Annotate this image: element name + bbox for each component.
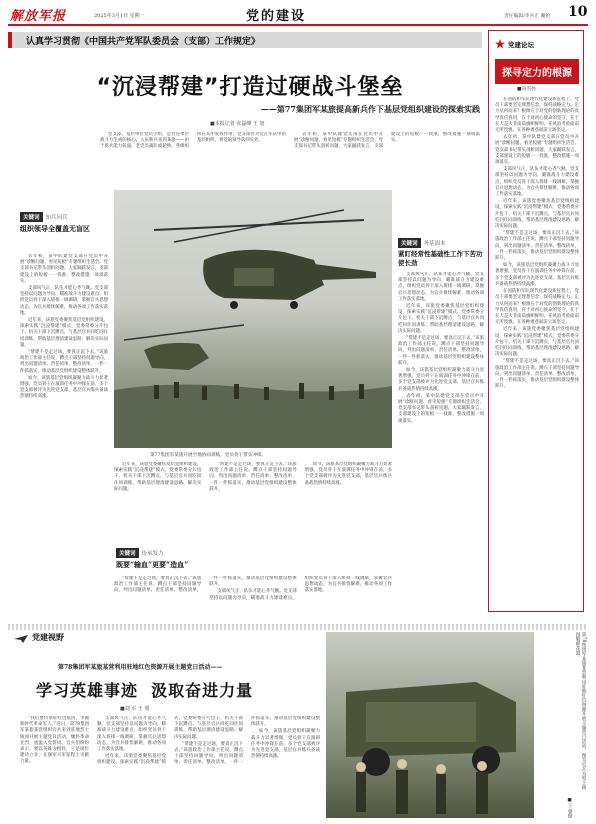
top-banner xyxy=(8,32,482,48)
keyword-label: 传承发力 xyxy=(141,551,164,557)
section-title-1: 组织领导全覆盖无盲区 xyxy=(20,224,90,233)
keyword-label: 务基固本 xyxy=(423,241,446,247)
sidebar-author: ■向雪亮 xyxy=(517,87,536,92)
section-label-1 xyxy=(20,212,68,222)
bottom-photo-caption xyxy=(540,632,586,818)
section-title-2: 紧盯经常性基础性工作下苦功使长劲 xyxy=(398,250,483,267)
masthead-logo: 解放军报 xyxy=(10,9,67,24)
sidebar-box xyxy=(488,30,584,612)
section-divider xyxy=(8,624,588,630)
keyword-tag: 关键词 xyxy=(20,212,43,222)
right-column-text: 支部风气正，队伍才能心齐气顺。党支部坚持以问题为导向，瞄准战斗力建设难点，组织党员骨干深入班排一线调研，掌握官兵思想动态，为官兵排忧解难，推动各项工作落实落地。 近年来，该旅党委聚焦基层党组织建设，探索实践“沉浸帮建”模式，党委常委分片包干、机关干部下沉蹲点，与基层官兵同吃同住同训练，帮助基层理清建设思路、解决实际问题。 “帮建不是走过场，要真正沉下去。”该旅政治工作部主任说。蹲点干部坚持问题导向，列出问题清单、责任清单、整改清单，一件一件抓落实，推动基层党组织建设整体跃升。 如今，该旅基层党组织凝聚力战斗力显著增强，党员骨干在演训任务中冲锋在前，多个党支部被评为先进党支部，基层官兵练兵备战热情持续高涨。 去年初，某中队建党支部在党员中开展“诊断问题、看见短板”专题组织生活会。党支部书记带头剖析问题，大家踊跃发言，支部建设上的短板一一找准，整改措施一项项落实。 xyxy=(398,272,484,424)
middle-column-text: 近年来，该旅党委聚焦基层党组织建设，探索实践“沉浸帮建”模式，党委常委分片包干、机关干部下沉蹲点，与基层官兵同吃同住同训练，帮助基层理清建设思路、解决实际问题。 “帮建不是走过场，要真正沉下去。”该旅政治工作部主任说。蹲点干部坚持问题导向，列出问题清单、责任清单、整改清单，一件一件抓落实，推动基层党组织建设整体跃升。 如今，该旅基层党组织凝聚力战斗力显著增强，党员骨干在演训任务中冲锋在前，多个党支部被评为先进党支部，基层官兵练兵备战热情持续高涨。 xyxy=(114,462,392,492)
keyword-label: 知兵问兵 xyxy=(45,215,68,221)
helicopter-illustration xyxy=(114,190,392,448)
bottom-subhead: 第78集团军某旅某营利用驻地红色资源开展主题党日活动—— xyxy=(58,664,223,671)
photo-credit: ■王 睿摄 xyxy=(567,797,572,818)
lower-middle-text: “帮建不是走过场，要真正沉下去。”该旅政治工作部主任说。蹲点干部坚持问题导向，列出问题清单、责任清单、整改清单，一件一件抓落实，推动基层党组织建设整体跃升。 支部风气正，队伍才能心齐气顺。党支部坚持以问题为导向，瞄准战斗力建设难点，组织党员骨干深入班排一线调研，掌握官兵思想动态，为官兵排忧解难，推动各项工作落实落地。 xyxy=(114,576,392,601)
photo-caption-text: 第78集团军某旅某营利用驻地红色资源开展主题党日活动。图为官兵为烈士陵园敬献花篮。 xyxy=(575,632,586,790)
keyword-tag: 关键词 xyxy=(116,548,139,558)
bottom-section-title: 党建视野 xyxy=(32,632,64,642)
helicopter-photo xyxy=(114,190,392,448)
vehicle-photo xyxy=(326,632,534,818)
bottom-text: “我们要传承好红色基因，争做新时代革命军人。”近日，第78集团军某旅某营组织官兵来到驻地烈士陵园开展主题党日活动，缅怀革命先烈，重温入党誓词。官兵们纷纷表示，要以英雄为榜样，立足岗位建功立业，在强军兴军征程上贡献力量。 支部风气正，队伍才能心齐气顺。党支部坚持以问题为导向，瞄准战斗力建设难点，组织党员骨干深入班排一线调研，掌握官兵思想动态，为官兵排忧解难，推动各项工作落实落地。 近年来，该旅党委聚焦基层党组织建设，探索实践“沉浸帮建”模式，党委常委分片包干、机关干部下沉蹲点，与基层官兵同吃同住同训练，帮助基层理清建设思路、解决实际问题。 “帮建不是走过场，要真正沉下去。”该旅政治工作部主任说。蹲点干部坚持问题导向，列出问题清单、责任清单、整改清单，一件一件抓落实，推动基层党组织建设整体跃升。 如今，该旅基层党组织凝聚力战斗力显著增强，党员骨干在演训任务中冲锋在前，多个党支部被评为先进党支部，基层官兵练兵备战热情持续高涨。 xyxy=(20,716,320,766)
photo-caption: 第77集团军某旅开展空地协同训练，党员骨干带头冲锋。 xyxy=(150,453,267,458)
main-byline: ■本报记者 张磊峰 王 旭 xyxy=(210,121,265,127)
vehicle-illustration xyxy=(326,632,534,818)
section-label-2 xyxy=(398,238,446,248)
issue-date: 2025年3月1日 星期一 xyxy=(94,13,145,19)
bottom-headline: 学习英雄事迹 汲取奋进力量 xyxy=(36,681,254,700)
sidebar-kicker xyxy=(495,39,534,49)
section-label-3 xyxy=(116,548,164,558)
keyword-tag: 关键词 xyxy=(398,238,421,248)
bottom-section-header xyxy=(14,632,64,643)
section-title: 党的建设 xyxy=(246,9,307,24)
main-subheadline: ——第77集团军某旅提高新兵作下基层党组织建设的探索实践 xyxy=(260,104,480,114)
sidebar-text: 在国防和军队现代化建设新征程上，党员干部要坚定理想信念，保持战略定力。定力从何而来？根源在于对党的创新理论的真学真信真用，在于对初心使命的坚守，在于在大是大非面前旗帜鲜明、在风浪考验面前无所畏惧、在各种诱惑面前立场坚定。 去年初，某中队建党支部在党员中开展“诊断问题、看见短板”专题组织生活会。党支部书记带头剖析问题，大家踊跃发言，支部建设上的短板一一找准，整改措施一项项落实。 支部风气正，队伍才能心齐气顺。党支部坚持以问题为导向，瞄准战斗力建设难点，组织党员骨干深入班排一线调研，掌握官兵思想动态，为官兵排忧解难，推动各项工作落实落地。 近年来，该旅党委聚焦基层党组织建设，探索实践“沉浸帮建”模式，党委常委分片包干、机关干部下沉蹲点，与基层官兵同吃同住同训练，帮助基层理清建设思路、解决实际问题。 “帮建不是走过场，要真正沉下去。”该旅政治工作部主任说。蹲点干部坚持问题导向，列出问题清单、责任清单、整改清单，一件一件抓落实，推动基层党组织建设整体跃升。 如今，该旅基层党组织凝聚力战斗力显著增强，党员骨干在演训任务中冲锋在前，多个党支部被评为先进党支部，基层官兵练兵备战热情持续高涨。 在国防和军队现代化建设新征程上，党员干部要坚定理想信念，保持战略定力。定力从何而来？根源在于对党的创新理论的真学真信真用，在于对初心使命的坚守，在于在大是大非面前旗帜鲜明、在风浪考验面前无所畏惧、在各种诱惑面前立场坚定。 近年来，该旅党委聚焦基层党组织建设，探索实践“沉浸帮建”模式，党委常委分片包干、机关干部下沉蹲点，与基层官兵同吃同住同训练，帮助基层理清建设思路、解决实际问题。 “帮建不是走过场，要真正沉下去。”该旅政治工作部主任说。蹲点干部坚持问题导向，列出问题清单、责任清单、整改清单，一件一件抓落实，推动基层党组织建设整体跃升。 xyxy=(495,97,579,390)
editors-credit: 责任编辑/李兵正 睡伦 xyxy=(504,14,551,19)
main-headline: “沉浸帮建”打造过硬战斗堡垒 xyxy=(96,75,404,100)
top-banner-text: 认真学习贯彻《中国共产党军队委员会（支部）工作规定》 xyxy=(26,37,261,47)
page-header xyxy=(8,4,588,26)
bottom-byline: ■刘 军 王 睿 xyxy=(120,706,150,712)
sidebar-kicker-text: 党建论坛 xyxy=(508,40,534,49)
plane-icon xyxy=(14,633,28,643)
left-column-text: 去年初，某中队建党支部在党员中开展“诊断问题、看见短板”专题组织生活会。党支部书记带头剖析问题，大家踊跃发言，支部建设上的短板一一找准，整改措施一项项落实。 支部风气正，队伍才能心齐气顺。党支部坚持以问题为导向，瞄准战斗力建设难点，组织党员骨干深入班排一线调研，掌握官兵思想动态，为官兵排忧解难，推动各项工作落实落地。 近年来，该旅党委聚焦基层党组织建设，探索实践“沉浸帮建”模式，党委常委分片包干、机关干部下沉蹲点，与基层官兵同吃同住同训练，帮助基层理清建设思路、解决实际问题。 “帮建不是走过场，要真正沉下去。”该旅政治工作部主任说。蹲点干部坚持问题导向，列出问题清单、责任清单、整改清单，一件一件抓落实，推动基层党组织建设整体跃升。 如今，该旅基层党组织凝聚力战斗力显著增强，党员骨干在演训任务中冲锋在前，多个党支部被评为先进党支部，基层官兵练兵备战热情持续高涨。 xyxy=(20,254,108,400)
section-title-3: 既要“输血”更要“造血” xyxy=(116,560,189,569)
page-number: 10 xyxy=(568,4,588,20)
star-icon xyxy=(495,39,505,49)
lead-text: 党支部，基层单位党员小组，是营连单位战斗力生成的核心。入伍新兵来到某旅——由于新兵能力较弱，老党员离队或轮换，各级组织在其中发挥作用，党支部作为党在军队中的基层组织，将党的领导落到实处。 去年初，某中队建党支部在党员中开展“诊断问题、看见短板”专题组织生活会。党支部书记带头剖析问题，大家踊跃发言，支部建设上的短板一一找准，整改措施一项项落实。 xyxy=(100,132,480,150)
sidebar-title: 探寻定力的根源 xyxy=(495,59,579,84)
